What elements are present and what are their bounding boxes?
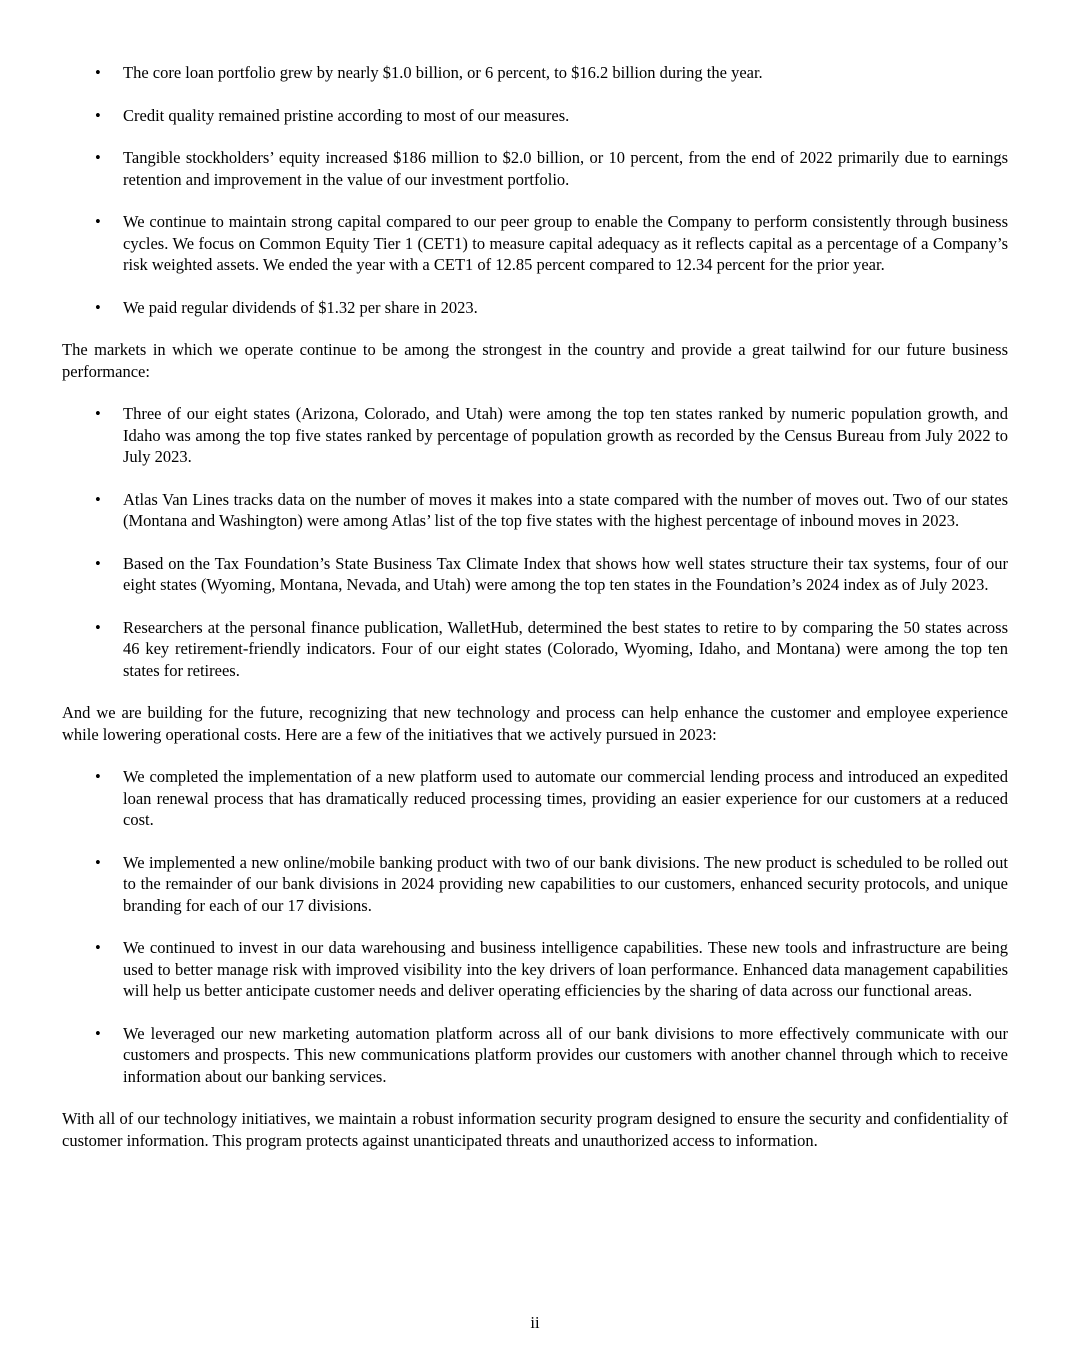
list-item xyxy=(62,489,1008,532)
list-item xyxy=(62,105,1008,127)
bullet-icon: • xyxy=(95,105,101,125)
bullet-icon: • xyxy=(95,617,101,637)
bullet-icon: • xyxy=(95,212,101,231)
list-item xyxy=(62,937,1008,1002)
list-item xyxy=(62,1023,1008,1088)
bullet-icon: • xyxy=(95,63,101,82)
list-item-text: Researchers at the personal finance publication, WalletHub, determined the best states to retire to by comparing the 50 states across 46 key retirement-friendly indicators. Four of our eight states (Colorado, Wyoming, Idaho, and Montana) were among the top ten states for retirees. xyxy=(123,617,1008,680)
list-item-text: Credit quality remained pristine according to most of our measures. xyxy=(123,105,570,125)
list-item xyxy=(62,211,1008,276)
list-item xyxy=(62,617,1008,682)
list-item xyxy=(62,297,1008,319)
list-item xyxy=(62,147,1008,190)
security-paragraph: With all of our technology initiatives, we maintain a robust information security program designed to ensure the security and confidentiality of customer information. This program protects against unanticipated threats and unauthorized access to information. xyxy=(62,1109,1008,1150)
list-item-text: The core loan portfolio grew by nearly $1.0 billion, or 6 percent, to $16.2 billion during the year. xyxy=(123,63,763,82)
list-item xyxy=(62,403,1008,468)
bullet-icon: • xyxy=(95,852,101,872)
list-item-text: Atlas Van Lines tracks data on the number of moves it makes into a state compared with the number of moves out. Two of our states (Montana and Washington) were among Atlas’ list of the top five states with the highest percentage of inbound moves in 2023. xyxy=(123,489,1008,530)
list-item-text: We completed the implementation of a new platform used to automate our commercial lending process and introduced an expedited loan renewal process that has dramatically reduced processing times, providing an easier experience for our customers at a reduced cost. xyxy=(123,767,1008,829)
list-item-text: Tangible stockholders’ equity increased $186 million to $2.0 billion, or 10 percent, from the end of 2022 primarily due to earnings retention and improvement in the value of our investment portfolio. xyxy=(123,148,1008,189)
list-item-text: Three of our eight states (Arizona, Colorado, and Utah) were among the top ten states ranked by numeric population growth, and Idaho was among the top five states ranked by percentage of population growth as recorded by the Census Bureau from July 2022 to July 2023. xyxy=(123,404,1008,466)
page-number: ii xyxy=(530,1313,540,1332)
list-item xyxy=(62,852,1008,917)
bullet-icon: • xyxy=(95,1023,101,1043)
list-item xyxy=(62,766,1008,831)
bullet-icon: • xyxy=(95,489,101,509)
list-item-text: We paid regular dividends of $1.32 per share in 2023. xyxy=(123,297,478,317)
bullet-icon: • xyxy=(95,404,101,423)
bullet-icon: • xyxy=(95,297,101,317)
bullet-icon: • xyxy=(95,938,101,957)
markets-intro-paragraph: The markets in which we operate continue to be among the strongest in the country and provide a great tailwind for our future business performance: xyxy=(62,340,1008,381)
list-item-text: We continue to maintain strong capital compared to our peer group to enable the Company to perform consistently through business cycles. We focus on Common Equity Tier 1 (CET1) to measure capital adequacy as it reflects capital as a percentage of a Company’s risk weighted assets. We ended the year with a CET1 of 12.85 percent compared to 12.34 percent for the prior year. xyxy=(123,212,1008,274)
list-item-text: We continued to invest in our data warehousing and business intelligence capabilities. These new tools and infrastructure are being used to better manage risk with improved visibility into the key drivers of loan performance. Enhanced data management capabilities will help us better anticipate customer needs and deliver operating efficiencies by the sharing of data across our functional areas. xyxy=(123,938,1008,1000)
bullet-icon: • xyxy=(95,767,101,786)
list-item-text: Based on the Tax Foundation’s State Business Tax Climate Index that shows how well states structure their tax systems, four of our eight states (Wyoming, Montana, Nevada, and Utah) were among the top ten states in the Foundation’s 2024 index as of July 2023. xyxy=(123,553,1008,594)
bullet-icon: • xyxy=(95,148,101,167)
list-item xyxy=(62,62,1008,84)
initiatives-intro-paragraph: And we are building for the future, recognizing that new technology and process can help enhance the customer and employee experience while lowering operational costs. Here are a few of the initiatives that we actively pursued in 2023: xyxy=(62,703,1008,744)
markets-list xyxy=(62,403,1008,681)
list-item-text: We implemented a new online/mobile banking product with two of our bank divisions. The new product is scheduled to be rolled out to the remainder of our bank divisions in 2024 providing new capabilities to our customers, enhanced security protocols, and unique branding for each of our 17 divisions. xyxy=(123,852,1008,915)
bullet-icon: • xyxy=(95,553,101,573)
list-item-text: We leveraged our new marketing automation platform across all of our bank divisions to more effectively communicate with our customers and prospects. This new communications platform provides our customers with another channel through which to receive information about our banking services. xyxy=(123,1023,1008,1086)
initiatives-list xyxy=(62,766,1008,1087)
list-item xyxy=(62,553,1008,596)
highlights-list xyxy=(62,62,1008,318)
